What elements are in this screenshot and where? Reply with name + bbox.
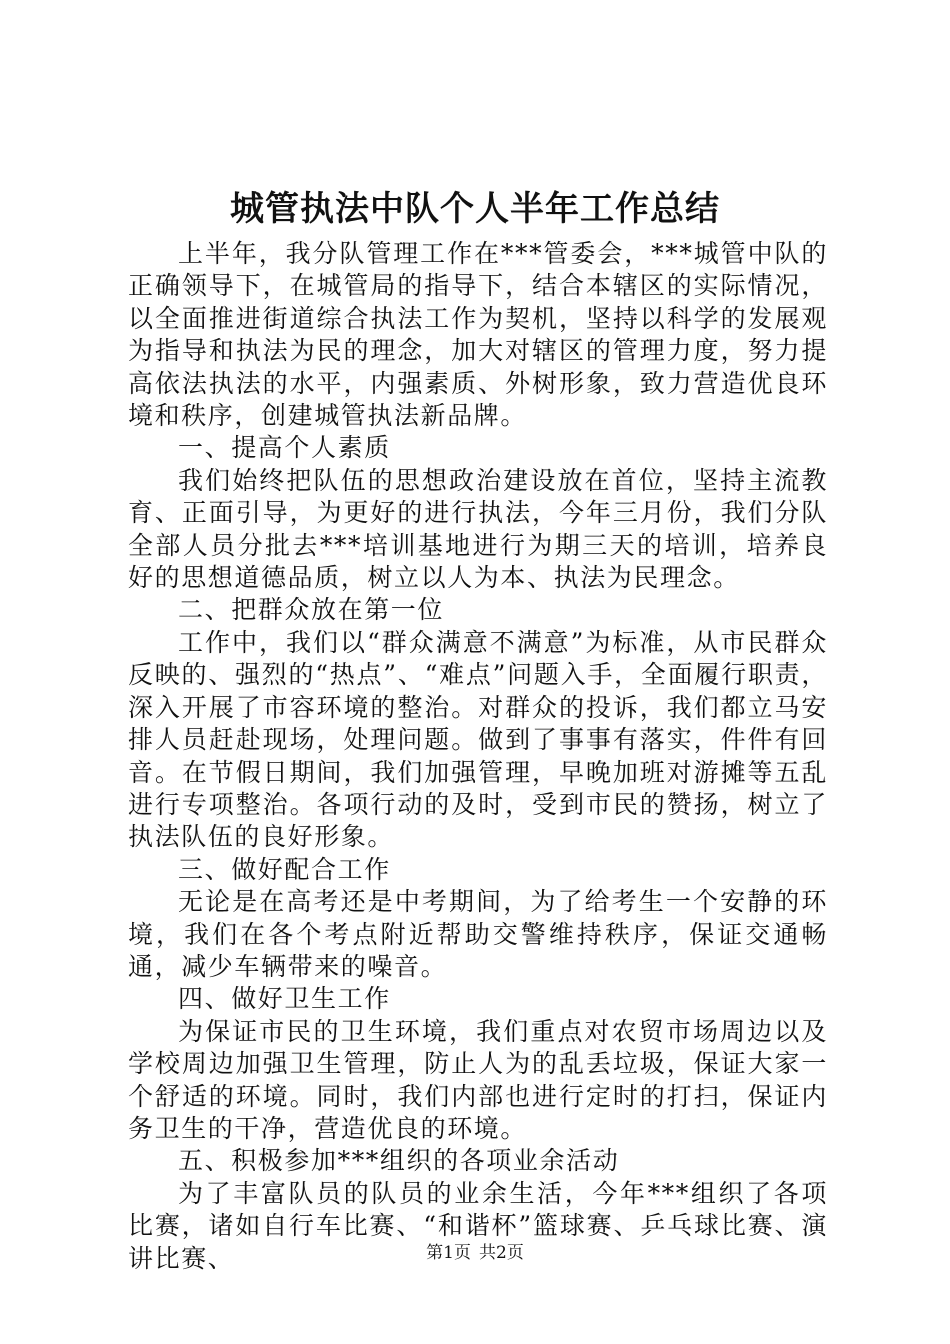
section-heading-3: 三、做好配合工作 [178, 854, 391, 884]
intro-paragraph: 上半年，我分队管理工作在***管委会，***城管中队的正确领导下，在城管局的指导下，结合本辖区的实际情况，以全面推进街道综合执法工作为契机，坚持以科学的发展观为指导和执法为民的理念，加大对辖区的管理力度，努力提高依法执法的水平，内强素质、外树形象，致力营造优良环境和秩序，创建城管执法新品牌。 [128, 239, 828, 431]
page-footer [0, 1240, 950, 1266]
section-paragraph-3: 无论是在高考还是中考期间，为了给考生一个安静的环境，我们在各个考点附近帮助交警维持秩序，保证交通畅通，减少车辆带来的噪音。 [128, 887, 828, 981]
document-body [128, 238, 828, 1275]
document-title: 城管执法中队个人半年工作总结 [230, 189, 720, 229]
section-heading-5: 五、积极参加***组织的各项业余活动 [178, 1146, 620, 1176]
section-heading-4: 四、做好卫生工作 [178, 984, 391, 1014]
section-paragraph-4: 为保证市民的卫生环境，我们重点对农贸市场周边以及学校周边加强卫生管理，防止人为的乱丢垃圾，保证大家一个舒适的环境。同时，我们内部也进行定时的打扫，保证内务卫生的干净，营造优良的环境。 [128, 1016, 828, 1143]
section-heading-2: 二、把群众放在第一位 [178, 595, 445, 625]
section-paragraph-2: 工作中，我们以“群众满意不满意”为标准，从市民群众反映的、强烈的“热点”、“难点”问题入手，全面履行职责，深入开展了市容环境的整治。对群众的投诉，我们都立马安排人员赶赴现场，处理问题。做到了事事有落实，件件有回音。在节假日期间，我们加强管理，早晚加班对游摊等五乱进行专项整治。各项行动的及时，受到市民的赞扬，树立了执法队伍的良好形象。 [128, 627, 828, 852]
section-paragraph-1: 我们始终把队伍的思想政治建设放在首位，坚持主流教育、正面引导，为更好的进行执法，今年三月份，我们分队全部人员分批去***培训基地进行为期三天的培训，培养良好的思想道德品质，树立以人为本、执法为民理念。 [128, 465, 828, 593]
page-number-current: 第1页 [426, 1243, 471, 1263]
section-heading-1: 一、提高个人素质 [178, 433, 391, 463]
section-paragraph-5: 为了丰富队员的队员的业余生活，今年***组织了各项比赛，诸如自行车比赛、“和谐杯”篮球赛、乒乓球比赛、演讲比赛、 [128, 1178, 828, 1273]
page-number-total: 共2页 [479, 1243, 524, 1263]
